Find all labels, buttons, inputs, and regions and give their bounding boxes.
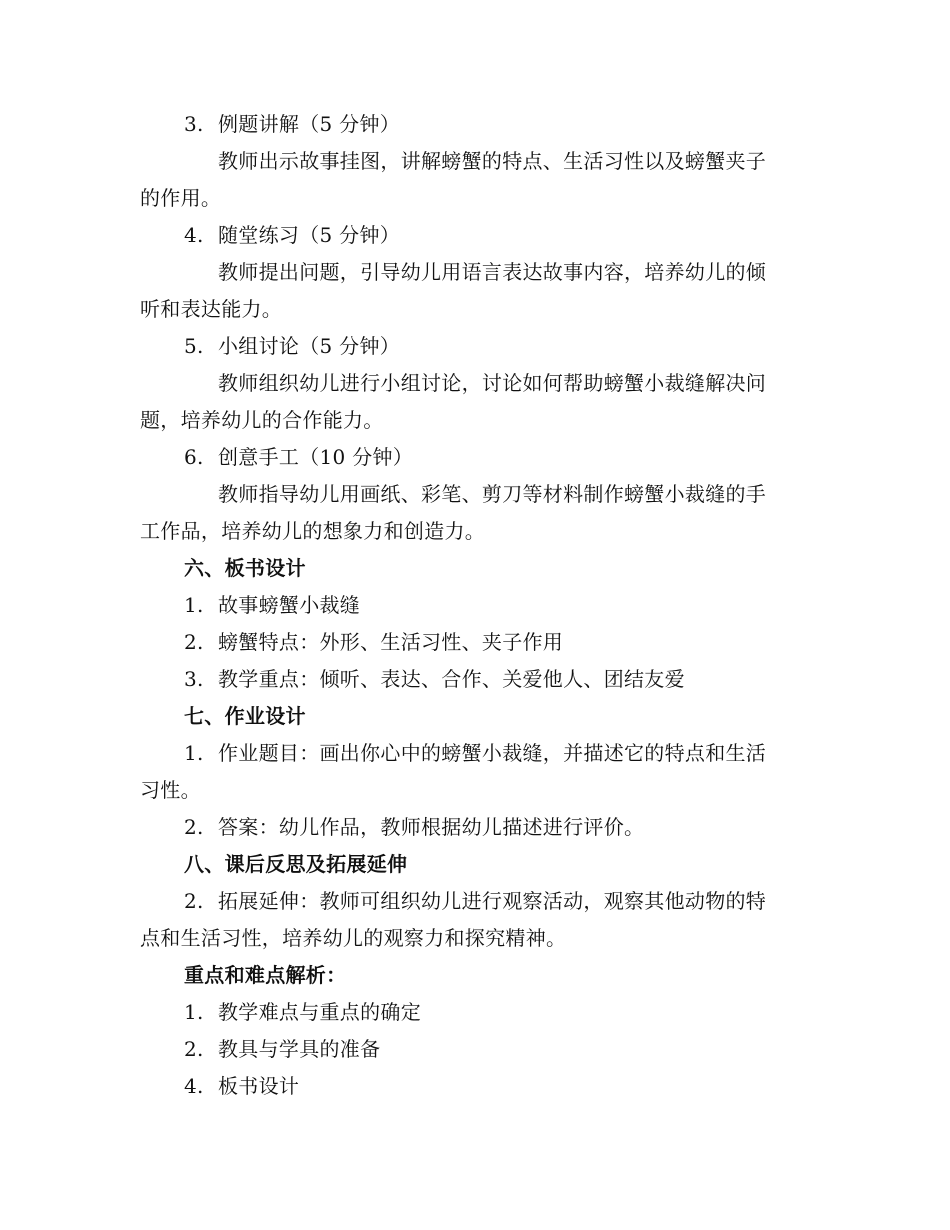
list-item-2 bbox=[140, 883, 805, 920]
list-number: 6. bbox=[184, 445, 204, 469]
list-text: 教学难点与重点的确定 bbox=[218, 1000, 421, 1024]
list-number: 1. bbox=[184, 741, 204, 765]
document-page bbox=[140, 106, 805, 1105]
list-number: 5. bbox=[184, 334, 204, 358]
list-item-2 bbox=[140, 1031, 805, 1068]
section-heading-reflection: 八、课后反思及拓展延伸 bbox=[184, 852, 408, 876]
list-item-2 bbox=[140, 624, 805, 661]
list-item-1 bbox=[140, 735, 805, 772]
list-item-3 bbox=[140, 661, 805, 698]
list-text: 板书设计 bbox=[218, 1074, 300, 1098]
list-number: 2. bbox=[184, 1037, 204, 1061]
list-item-1 bbox=[140, 994, 805, 1031]
list-number: 3. bbox=[184, 667, 204, 691]
list-item-6 bbox=[140, 439, 805, 476]
paragraph-line: 题，培养幼儿的合作能力。 bbox=[140, 408, 384, 432]
list-item-4 bbox=[140, 1068, 805, 1105]
list-text: 作业题目：画出你心中的螃蟹小裁缝，并描述它的特点和生活 bbox=[218, 741, 767, 765]
list-text: 拓展延伸：教师可组织幼儿进行观察活动，观察其他动物的特 bbox=[218, 889, 767, 913]
list-number: 4. bbox=[184, 1074, 204, 1098]
list-text: 答案：幼儿作品，教师根据幼儿描述进行评价。 bbox=[218, 815, 645, 839]
list-number: 1. bbox=[184, 593, 204, 617]
paragraph-line: 教师提出问题，引导幼儿用语言表达故事内容，培养幼儿的倾 bbox=[218, 260, 767, 284]
paragraph-line: 习性。 bbox=[140, 778, 201, 802]
paragraph-line: 听和表达能力。 bbox=[140, 297, 283, 321]
paragraph-line: 的作用。 bbox=[140, 186, 222, 210]
section-heading-blackboard: 六、板书设计 bbox=[184, 556, 306, 580]
list-item-4 bbox=[140, 217, 805, 254]
list-text: 教具与学具的准备 bbox=[218, 1037, 381, 1061]
list-text: 教学重点：倾听、表达、合作、关爱他人、团结友爱 bbox=[218, 667, 685, 691]
paragraph-line: 教师出示故事挂图，讲解螃蟹的特点、生活习性以及螃蟹夹子 bbox=[218, 149, 767, 173]
paragraph-line: 教师指导幼儿用画纸、彩笔、剪刀等材料制作螃蟹小裁缝的手 bbox=[218, 482, 767, 506]
list-text: 小组讨论（5 分钟） bbox=[218, 334, 401, 358]
paragraph-line: 点和生活习性，培养幼儿的观察力和探究精神。 bbox=[140, 926, 567, 950]
list-number: 4. bbox=[184, 223, 204, 247]
section-heading-homework: 七、作业设计 bbox=[184, 704, 306, 728]
paragraph-line: 教师组织幼儿进行小组讨论，讨论如何帮助螃蟹小裁缝解决问 bbox=[218, 371, 767, 395]
list-text: 螃蟹特点：外形、生活习性、夹子作用 bbox=[218, 630, 564, 654]
list-number: 2. bbox=[184, 889, 204, 913]
list-item-1 bbox=[140, 587, 805, 624]
list-item-3 bbox=[140, 106, 805, 143]
list-text: 随堂练习（5 分钟） bbox=[218, 223, 401, 247]
list-text: 创意手工（10 分钟） bbox=[218, 445, 414, 469]
list-number: 2. bbox=[184, 815, 204, 839]
list-item-5 bbox=[140, 328, 805, 365]
list-number: 1. bbox=[184, 1000, 204, 1024]
list-item-2 bbox=[140, 809, 805, 846]
paragraph-line: 工作品，培养幼儿的想象力和创造力。 bbox=[140, 519, 486, 543]
list-text: 例题讲解（5 分钟） bbox=[218, 112, 401, 136]
section-heading-key-points: 重点和难点解析： bbox=[184, 963, 347, 987]
list-number: 2. bbox=[184, 630, 204, 654]
list-number: 3. bbox=[184, 112, 204, 136]
list-text: 故事螃蟹小裁缝 bbox=[218, 593, 361, 617]
